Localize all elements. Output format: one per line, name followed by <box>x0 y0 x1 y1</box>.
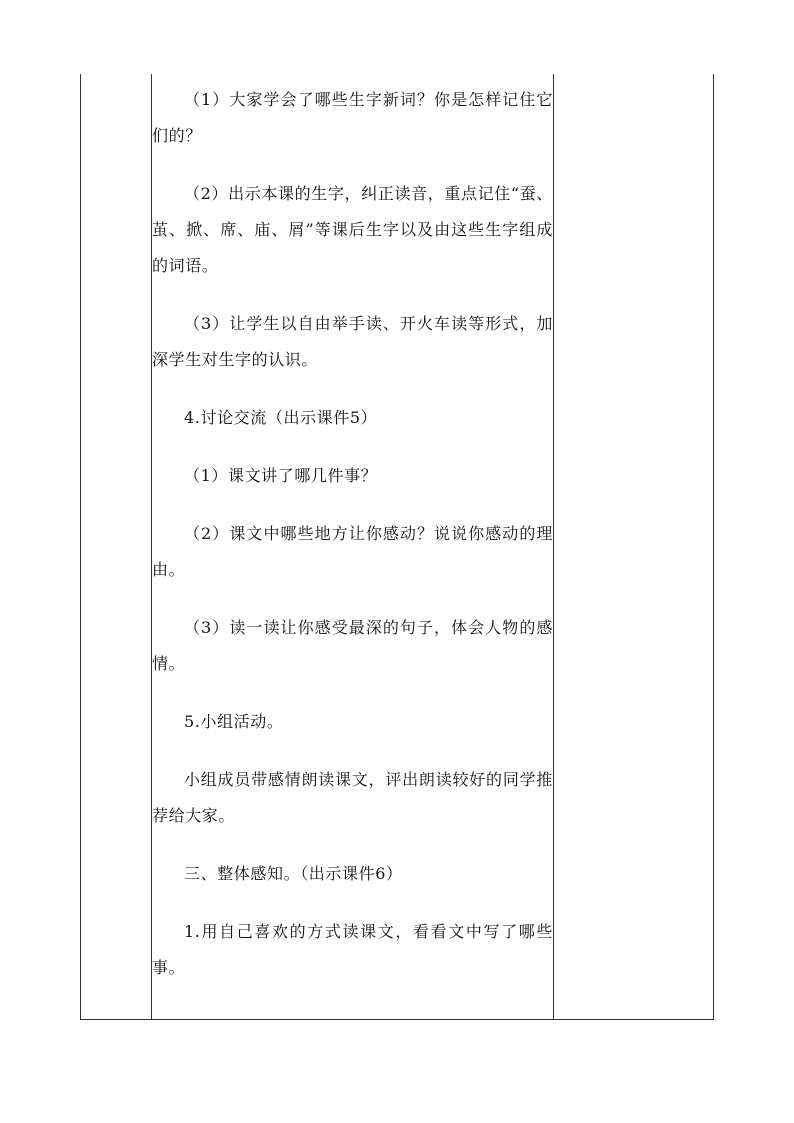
table-right-border <box>713 74 714 1020</box>
paragraph: （2）课文中哪些地方让你感动？说说你感动的理由。 <box>152 524 553 579</box>
paragraph: （3）读一读让你感受最深的句子，体会人物的感情。 <box>152 618 553 673</box>
section-heading: 4.讨论交流（出示课件5） <box>184 408 378 427</box>
table-left-border <box>80 74 81 1020</box>
paragraph: （1）课文讲了哪几件事？ <box>184 466 378 485</box>
section-heading: 5.小组活动。 <box>184 712 284 731</box>
lesson-content-cell <box>152 82 553 986</box>
paragraph: （2）出示本课的生字，纠正读音，重点记住“蚕、茧、掀、席、庙、屑”等课后生字以及由这些生字组成的词语。 <box>152 184 553 275</box>
paragraph: 1.用自己喜欢的方式读课文，看看文中写了哪些事。 <box>152 922 553 977</box>
paragraph: （3）让学生以自由举手读、开火车读等形式，加深学生对生字的认识。 <box>152 314 553 369</box>
paragraph: 小组成员带感情朗读课文，评出朗读较好的同学推荐给大家。 <box>152 770 553 825</box>
section-heading: 三、整体感知。（出示课件6） <box>184 864 403 883</box>
paragraph: （1）大家学会了哪些生字新词？你是怎样记住它们的？ <box>152 90 553 145</box>
table-bottom-border <box>80 1019 714 1020</box>
table-column-divider-2 <box>553 74 554 1020</box>
